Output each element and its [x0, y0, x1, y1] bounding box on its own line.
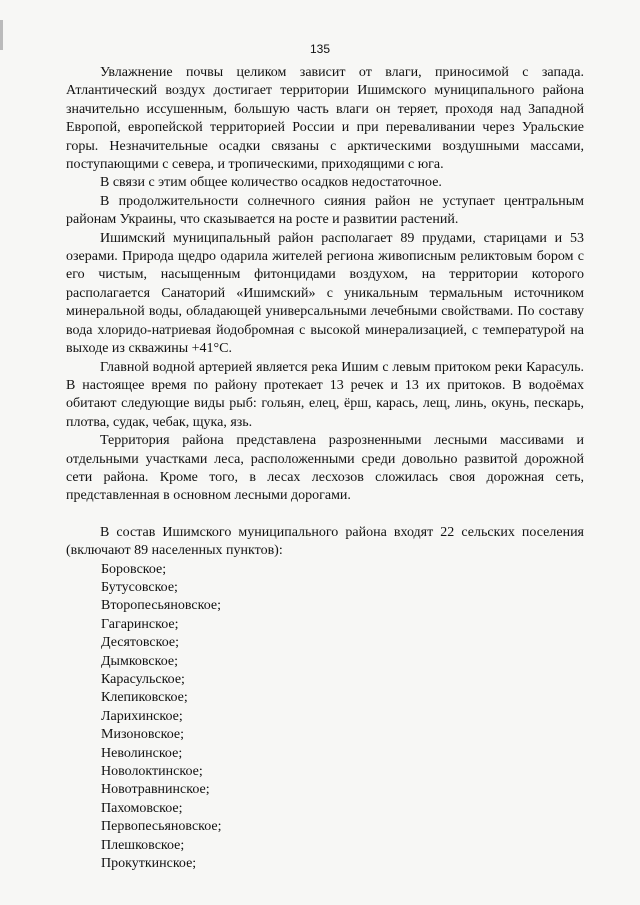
paragraph-forests: Территория района представлена разрозненными лесными массивами и отдельными участками леса, расположенными среди довольно развитой дорожной сети района. Кроме того, в лесах лесхозов сложилась своя дорожная сеть, представленная в основном лесными дорогами. [66, 433, 584, 504]
list-item: Дымковское; [101, 653, 179, 669]
paragraph-water-bodies: Ишимский муниципальный район располагает 89 прудами, старицами и 53 озерами. Природа щедро одарила жителей региона живописным реликтовым бором с его чистым, насыщенным фитонцидами воздухом, на территории которого располагается Санаторий «Ишимский» с уникальным термальным источником минеральной воды, обладающей универсальными лечебными свойствами. По составу вода хлоридо-натриевая йодобромная с высокой минерализацией, с температурой на выходе из скважины +41°С. [66, 230, 584, 357]
paragraph-rivers: Главной водной артерией является река Ишим с левым притоком реки Карасуль. В настоящее время по району протекает 13 речек и 13 их притоков. В водоёмах обитают следующие виды рыб: гольян, елец, ёрш, карась, лещ, линь, окунь, пескарь, плотва, судак, чебак, щука, язь. [66, 359, 584, 430]
settlements-intro: В состав Ишимского муниципального района входят 22 сельских поселения (включают 89 населенных пунктов): [66, 524, 584, 559]
list-item: Новотравнинское; [101, 782, 210, 798]
list-item: Гагаринское; [101, 616, 179, 632]
list-item: Клепиковское; [101, 690, 188, 706]
list-item: Новолоктинское; [101, 764, 203, 780]
paragraph-moisture: Увлажнение почвы целиком зависит от влаги, приносимой с запада. Атлантический воздух достигает территории Ишимского муниципального района значительно иссушенным, большую часть влаги он теряет, проходя над Западной Европой, европейской территорией России и при переваливании через Уральские горы. Незначительные осадки связаны с арктическими воздушными массами, поступающими с севера, и тропическими, приходящими с юга. [66, 65, 584, 173]
list-item: Первопесьяновское; [101, 819, 222, 835]
paragraph-precipitation: В связи с этим общее количество осадков недостаточное. [100, 175, 442, 191]
list-item: Ларихинское; [101, 708, 183, 724]
list-item: Бутусовское; [101, 579, 178, 595]
paragraph-gap [66, 506, 584, 524]
page-number: 135 [309, 42, 331, 56]
list-item: Пахомовское; [101, 800, 183, 816]
paragraph-sunshine: В продолжительности солнечного сияния район не уступает центральным районам Украины, что сказывается на росте и развитии растений. [66, 193, 584, 228]
list-item: Плешковское; [101, 837, 185, 853]
list-item: Боровское; [101, 561, 167, 577]
document-body [66, 64, 584, 873]
list-item: Карасульское; [101, 672, 185, 687]
list-item: Неволинское; [101, 745, 183, 761]
list-item: Мизоновское; [101, 727, 184, 743]
settlements-list [66, 561, 584, 874]
list-item: Прокуткинское; [101, 856, 197, 872]
list-item: Десятовское; [101, 635, 179, 651]
list-item: Второпесьяновское; [101, 598, 221, 614]
